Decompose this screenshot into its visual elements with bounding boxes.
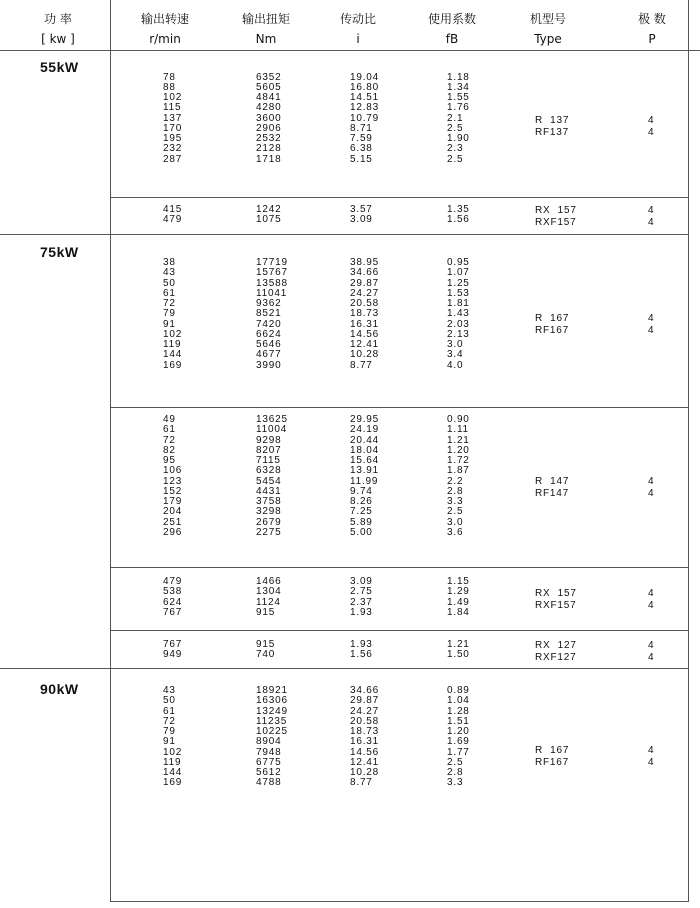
speed-cell: 78: [163, 71, 176, 83]
speed-cell: 72: [163, 298, 176, 309]
factor-cell: 1.55: [447, 92, 470, 103]
speed-cell: 538: [163, 586, 183, 598]
header-ratio-title: 传动比: [339, 12, 376, 26]
type-model-label: RF147: [535, 488, 570, 499]
ratio-cell: 16.31: [350, 318, 380, 330]
ratio-cell: 34.66: [350, 685, 380, 696]
factor-cell: 1.18: [447, 71, 470, 83]
header-type-unit: Type: [534, 32, 562, 46]
speed-cell: 38: [163, 257, 176, 268]
block-divider: [110, 197, 689, 198]
ratio-cell: 3.09: [350, 214, 373, 226]
speed-cell: 137: [163, 112, 183, 124]
ratio-cell: 14.56: [350, 328, 380, 340]
type-model-label: RXF157: [535, 600, 577, 611]
speed-cell: 169: [163, 777, 183, 789]
ratio-cell: 29.87: [350, 277, 380, 289]
block-divider: [110, 630, 689, 631]
type-model-label: R 167: [535, 313, 570, 324]
factor-cell: 1.25: [447, 277, 470, 289]
pole-count: 4: [648, 127, 654, 138]
ratio-cell: 20.58: [350, 298, 380, 309]
torque-cell: 4788: [256, 777, 282, 789]
type-model-label: RX 157: [535, 588, 577, 599]
torque-cell: 8207: [256, 444, 282, 456]
speed-cell: 79: [163, 726, 176, 737]
ratio-cell: 3.57: [350, 204, 373, 215]
ratio-cell: 8.71: [350, 122, 373, 134]
speed-cell: 123: [163, 475, 183, 487]
header-speed-unit: r/min: [149, 32, 181, 46]
header-type: [508, 12, 588, 46]
torque-cell: 11235: [256, 715, 288, 727]
torque-cell: 915: [256, 639, 276, 650]
pole-count: 4: [648, 205, 654, 216]
header-factor-title: 使用系数: [427, 12, 476, 26]
bottom-border: [110, 901, 689, 902]
factor-cell: 2.13: [447, 328, 470, 340]
ratio-cell: 19.04: [350, 71, 380, 83]
type-model-label: R 167: [535, 745, 570, 756]
pole-count: 4: [648, 476, 654, 487]
power-label-90kw: 90kW: [40, 681, 79, 697]
ratio-cell: 7.59: [350, 133, 373, 144]
torque-cell: 1242: [256, 204, 282, 215]
ratio-cell: 16.31: [350, 736, 380, 748]
torque-cell: 2532: [256, 133, 282, 144]
header-type-title: 机型号: [529, 12, 566, 26]
pole-count: 4: [648, 600, 654, 611]
ratio-cell: 13.91: [350, 465, 380, 477]
factor-cell: 1.04: [447, 695, 470, 707]
torque-cell: 740: [256, 649, 276, 661]
header-power: [22, 12, 94, 46]
header-divider: [0, 50, 700, 51]
speed-cell: 144: [163, 767, 183, 778]
factor-cell: 1.84: [447, 606, 470, 618]
speed-cell: 43: [163, 685, 176, 696]
ratio-cell: 9.74: [350, 485, 373, 497]
right-border: [688, 0, 689, 902]
torque-cell: 7115: [256, 455, 281, 466]
torque-cell: 7948: [256, 746, 282, 758]
ratio-cell: 38.95: [350, 257, 380, 268]
ratio-cell: 5.89: [350, 516, 373, 528]
ratio-cell: 1.93: [350, 639, 373, 650]
ratio-cell: 15.64: [350, 455, 380, 466]
speed-cell: 95: [163, 455, 176, 466]
torque-cell: 6624: [256, 328, 282, 340]
factor-cell: 1.76: [447, 102, 470, 114]
factor-cell: 1.90: [447, 133, 470, 144]
torque-cell: 2906: [256, 122, 282, 134]
header-power-title: 功 率: [44, 12, 72, 26]
torque-cell: 1718: [256, 153, 282, 165]
header-ratio: [318, 12, 398, 46]
power-column-divider: [110, 0, 111, 902]
header-poles-title: 极 数: [638, 12, 666, 26]
speed-cell: 251: [163, 516, 183, 528]
header-power-unit: [ kw ]: [41, 32, 75, 46]
torque-cell: 1124: [256, 596, 281, 608]
factor-cell: 2.03: [447, 318, 470, 330]
ratio-cell: 24.19: [350, 424, 380, 436]
ratio-cell: 3.09: [350, 576, 373, 587]
speed-cell: 91: [163, 736, 176, 748]
type-model-label: RXF127: [535, 652, 577, 663]
torque-cell: 1304: [256, 586, 282, 598]
pole-count: 4: [648, 313, 654, 324]
pole-count: 4: [648, 640, 654, 651]
pole-count: 4: [648, 217, 654, 228]
type-model-label: RX 127: [535, 640, 577, 651]
speed-cell: 195: [163, 133, 183, 144]
torque-cell: 18921: [256, 685, 288, 696]
factor-cell: 2.1: [447, 112, 464, 124]
factor-cell: 1.29: [447, 586, 470, 598]
factor-cell: 1.81: [447, 298, 470, 309]
pole-count: 4: [648, 488, 654, 499]
torque-cell: 3990: [256, 359, 282, 371]
ratio-cell: 1.93: [350, 606, 373, 618]
factor-cell: 2.5: [447, 756, 464, 768]
factor-cell: 0.95: [447, 257, 470, 268]
ratio-cell: 10.28: [350, 349, 380, 361]
speed-cell: 102: [163, 328, 183, 340]
ratio-cell: 14.56: [350, 746, 380, 758]
speed-cell: 61: [163, 424, 176, 436]
torque-cell: 3758: [256, 496, 282, 507]
header-speed-title: 输出转速: [140, 12, 189, 26]
factor-cell: 1.28: [447, 705, 470, 717]
ratio-cell: 20.44: [350, 434, 380, 446]
torque-cell: 13249: [256, 705, 288, 717]
ratio-cell: 6.38: [350, 143, 373, 155]
factor-cell: 3.0: [447, 516, 464, 528]
type-model-label: R 147: [535, 476, 570, 487]
pole-count: 4: [648, 757, 654, 768]
header-torque-unit: Nm: [255, 32, 277, 46]
speed-cell: 79: [163, 308, 176, 320]
factor-cell: 1.51: [447, 715, 470, 727]
speed-cell: 179: [163, 496, 183, 507]
factor-cell: 2.2: [447, 475, 464, 487]
speed-cell: 50: [163, 695, 176, 707]
factor-cell: 1.15: [447, 576, 470, 587]
factor-cell: 1.07: [447, 267, 470, 279]
speed-cell: 479: [163, 214, 183, 226]
type-model-label: RX 157: [535, 205, 577, 216]
pole-count: 4: [648, 652, 654, 663]
factor-cell: 1.20: [447, 444, 470, 456]
ratio-cell: 18.73: [350, 726, 380, 737]
ratio-cell: 12.41: [350, 756, 380, 768]
header-torque-title: 输出扭矩: [241, 12, 290, 26]
torque-cell: 5605: [256, 81, 282, 93]
speed-cell: 88: [163, 81, 176, 93]
factor-cell: 2.5: [447, 506, 464, 518]
speed-cell: 119: [163, 339, 182, 350]
torque-cell: 9298: [256, 434, 282, 446]
factor-cell: 3.4: [447, 349, 464, 361]
speed-cell: 115: [163, 102, 182, 114]
type-model-label: R 137: [535, 115, 570, 126]
torque-cell: 4841: [256, 92, 282, 103]
block-divider: [110, 407, 689, 408]
speed-cell: 204: [163, 506, 183, 518]
ratio-cell: 5.15: [350, 153, 373, 165]
speed-cell: 144: [163, 349, 183, 361]
ratio-cell: 29.87: [350, 695, 380, 707]
ratio-cell: 2.37: [350, 596, 373, 608]
torque-cell: 915: [256, 606, 276, 618]
speed-cell: 82: [163, 444, 176, 456]
factor-cell: 1.56: [447, 214, 470, 226]
speed-cell: 72: [163, 434, 176, 446]
ratio-cell: 18.04: [350, 444, 380, 456]
factor-cell: 1.35: [447, 204, 470, 215]
speed-cell: 624: [163, 596, 183, 608]
factor-cell: 1.53: [447, 287, 470, 299]
factor-cell: 3.3: [447, 777, 464, 789]
torque-cell: 16306: [256, 695, 288, 707]
ratio-cell: 7.25: [350, 506, 373, 518]
pole-count: 4: [648, 745, 654, 756]
torque-cell: 4431: [256, 485, 282, 497]
ratio-cell: 29.95: [350, 414, 380, 425]
factor-cell: 1.77: [447, 746, 470, 758]
ratio-cell: 12.41: [350, 339, 380, 350]
ratio-cell: 12.83: [350, 102, 380, 114]
torque-cell: 13588: [256, 277, 288, 289]
torque-cell: 2275: [256, 526, 282, 538]
header-ratio-unit: i: [356, 32, 360, 46]
factor-cell: 3.6: [447, 526, 464, 538]
torque-cell: 15767: [256, 267, 288, 279]
factor-cell: 2.5: [447, 153, 464, 165]
factor-cell: 3.0: [447, 339, 464, 350]
header-poles-unit: P: [648, 32, 656, 46]
speed-cell: 102: [163, 92, 183, 103]
header-factor-unit: fB: [445, 32, 459, 46]
pole-count: 4: [648, 115, 654, 126]
factor-cell: 1.87: [447, 465, 470, 477]
torque-cell: 6328: [256, 465, 282, 477]
group-divider: [0, 234, 689, 235]
speed-cell: 61: [163, 705, 176, 717]
torque-cell: 5646: [256, 339, 282, 350]
ratio-cell: 14.51: [350, 92, 380, 103]
torque-cell: 7420: [256, 318, 282, 330]
ratio-cell: 8.77: [350, 359, 373, 371]
speed-cell: 415: [163, 204, 183, 215]
ratio-cell: 18.73: [350, 308, 380, 320]
factor-cell: 1.72: [447, 455, 470, 466]
torque-cell: 10225: [256, 726, 288, 737]
header-speed: [125, 12, 205, 46]
speed-cell: 119: [163, 756, 182, 768]
ratio-cell: 2.75: [350, 586, 373, 598]
factor-cell: 2.8: [447, 767, 464, 778]
speed-cell: 767: [163, 639, 183, 650]
factor-cell: 1.21: [447, 639, 470, 650]
factor-cell: 1.49: [447, 596, 470, 608]
factor-cell: 1.50: [447, 649, 470, 661]
type-model-label: RF137: [535, 127, 570, 138]
header-factor: [412, 12, 492, 46]
speed-cell: 61: [163, 287, 176, 299]
type-model-label: RXF157: [535, 217, 577, 228]
torque-cell: 13625: [256, 414, 288, 425]
block-divider: [110, 567, 689, 568]
speed-cell: 169: [163, 359, 183, 371]
ratio-cell: 10.28: [350, 767, 380, 778]
speed-cell: 287: [163, 153, 183, 165]
factor-cell: 1.20: [447, 726, 470, 737]
ratio-cell: 16.80: [350, 81, 380, 93]
torque-cell: 5612: [256, 767, 282, 778]
ratio-cell: 10.79: [350, 112, 380, 124]
torque-cell: 6775: [256, 756, 282, 768]
type-model-label: RF167: [535, 757, 570, 768]
torque-cell: 6352: [256, 71, 282, 83]
factor-cell: 2.3: [447, 143, 464, 155]
header-torque: [226, 12, 306, 46]
factor-cell: 1.34: [447, 81, 470, 93]
torque-cell: 2128: [256, 143, 282, 155]
torque-cell: 17719: [256, 257, 288, 268]
type-model-label: RF167: [535, 325, 570, 336]
factor-cell: 2.8: [447, 485, 464, 497]
factor-cell: 1.21: [447, 434, 470, 446]
pole-count: 4: [648, 325, 654, 336]
torque-cell: 8521: [256, 308, 282, 320]
torque-cell: 5454: [256, 475, 282, 487]
ratio-cell: 1.56: [350, 649, 373, 661]
factor-cell: 0.90: [447, 414, 470, 425]
ratio-cell: 24.27: [350, 287, 380, 299]
group-divider: [0, 668, 689, 669]
speed-cell: 767: [163, 606, 183, 618]
ratio-cell: 5.00: [350, 526, 373, 538]
torque-cell: 3600: [256, 112, 282, 124]
torque-cell: 11004: [256, 424, 288, 436]
factor-cell: 1.43: [447, 308, 470, 320]
torque-cell: 11041: [256, 287, 288, 299]
torque-cell: 4677: [256, 349, 282, 361]
factor-cell: 4.0: [447, 359, 464, 371]
torque-cell: 8904: [256, 736, 282, 748]
pole-count: 4: [648, 588, 654, 599]
speed-cell: 232: [163, 143, 183, 155]
speed-cell: 43: [163, 267, 176, 279]
speed-cell: 296: [163, 526, 183, 538]
speed-cell: 949: [163, 649, 183, 661]
torque-cell: 9362: [256, 298, 282, 309]
speed-cell: 72: [163, 715, 176, 727]
factor-cell: 3.3: [447, 496, 464, 507]
factor-cell: 0.89: [447, 685, 470, 696]
speed-cell: 152: [163, 485, 183, 497]
torque-cell: 1466: [256, 576, 282, 587]
ratio-cell: 11.99: [350, 475, 379, 487]
torque-cell: 3298: [256, 506, 282, 518]
speed-cell: 479: [163, 576, 183, 587]
power-label-55kw: 55kW: [40, 59, 79, 75]
torque-cell: 1075: [256, 214, 282, 226]
speed-cell: 91: [163, 318, 176, 330]
ratio-cell: 8.77: [350, 777, 373, 789]
factor-cell: 1.11: [447, 424, 469, 436]
ratio-cell: 24.27: [350, 705, 380, 717]
speed-cell: 106: [163, 465, 183, 477]
ratio-cell: 8.26: [350, 496, 373, 507]
ratio-cell: 34.66: [350, 267, 380, 279]
factor-cell: 1.69: [447, 736, 470, 748]
speed-cell: 50: [163, 277, 176, 289]
speed-cell: 102: [163, 746, 183, 758]
speed-cell: 170: [163, 122, 183, 134]
ratio-cell: 20.58: [350, 715, 380, 727]
power-label-75kw: 75kW: [40, 244, 79, 260]
factor-cell: 2.5: [447, 122, 464, 134]
header-poles: [614, 12, 690, 46]
torque-cell: 4280: [256, 102, 282, 114]
speed-cell: 49: [163, 414, 176, 425]
torque-cell: 2679: [256, 516, 282, 528]
